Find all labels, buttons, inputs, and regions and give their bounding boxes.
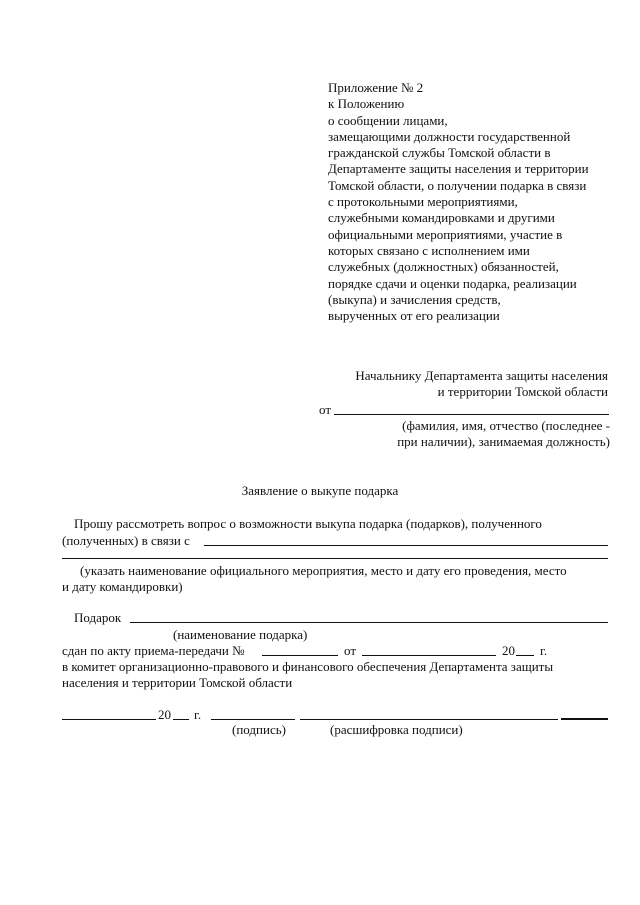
appendix-line: официальными мероприятиями, участие в	[328, 226, 563, 242]
from-label: от	[319, 402, 332, 417]
gift-hint: (наименование подарка)	[173, 627, 308, 642]
appendix-line: с протокольными мероприятиями,	[328, 194, 518, 210]
act-number-field[interactable]	[262, 655, 338, 656]
appendix-header	[328, 80, 628, 324]
request-line-1: Прошу рассмотреть вопрос о возможности выкупа подарка (подарков), полученного	[74, 516, 542, 531]
appendix-line: служебных (должностных) обязанностей,	[328, 259, 559, 275]
document-title: Заявление о выкупе подарка	[241, 483, 399, 498]
act-year-field[interactable]	[516, 655, 534, 656]
appendix-line: вырученных от его реализации	[328, 308, 500, 324]
act-date-field[interactable]	[362, 655, 496, 656]
sign-hint: (подпись)	[232, 722, 286, 737]
act-from-label: от	[344, 643, 357, 658]
signature-year-field[interactable]	[173, 719, 189, 720]
appendix-line: Приложение № 2	[328, 80, 424, 95]
addressee-line-2: и территории Томской области	[437, 384, 608, 399]
act-year-suffix: г.	[540, 643, 548, 658]
appendix-line: к Положению	[328, 96, 405, 112]
appendix-line: которых связано с исполнением ими	[328, 242, 530, 258]
applicant-name-field[interactable]	[334, 414, 609, 415]
committee-line-2: населения и территории Томской области	[62, 675, 293, 690]
gift-name-field[interactable]	[130, 622, 608, 623]
appendix-line: Департаменте защиты населения и территории	[328, 161, 589, 177]
committee-line-1: в комитет организационно-правового и финансового обеспечения Департамента защиты	[62, 659, 554, 674]
appendix-line: Томской области, о получении подарка в связи	[328, 177, 587, 193]
appendix-line: порядке сдачи и оценки подарка, реализации	[328, 275, 577, 291]
signature-tail-field[interactable]	[561, 718, 608, 720]
signature-decode-field[interactable]	[300, 719, 558, 720]
occasion-hint-1: (указать наименование официального мероприятия, место и дату его проведения, место	[80, 563, 567, 578]
occasion-hint-2: и дату командировки)	[62, 579, 183, 594]
request-line-2: (полученных) в связи с	[62, 533, 190, 548]
signature-field[interactable]	[211, 719, 295, 720]
appendix-line: замещающими должности государственной	[328, 128, 571, 144]
appendix-line: служебными командировками и другими	[328, 210, 555, 226]
occasion-field-1[interactable]	[204, 545, 608, 546]
appendix-line: гражданской службы Томской области в	[328, 145, 551, 161]
gift-label: Подарок	[74, 610, 122, 625]
appendix-line: о сообщении лицами,	[328, 112, 448, 128]
signature-year-prefix: 20	[158, 707, 171, 722]
occasion-field-2[interactable]	[62, 558, 608, 559]
appendix-line: (выкупа) и зачисления средств,	[328, 291, 501, 307]
applicant-hint-1: (фамилия, имя, отчество (последнее -	[402, 418, 610, 433]
handed-act-label: сдан по акту приема-передачи №	[62, 643, 245, 658]
addressee-line-1: Начальнику Департамента защиты населения	[355, 368, 608, 383]
decode-hint: (расшифровка подписи)	[330, 722, 463, 737]
applicant-hint-2: при наличии), занимаемая должность)	[397, 434, 610, 449]
act-year-prefix: 20	[502, 643, 515, 658]
signature-date-field[interactable]	[62, 719, 156, 720]
signature-year-suffix: г.	[194, 707, 202, 722]
